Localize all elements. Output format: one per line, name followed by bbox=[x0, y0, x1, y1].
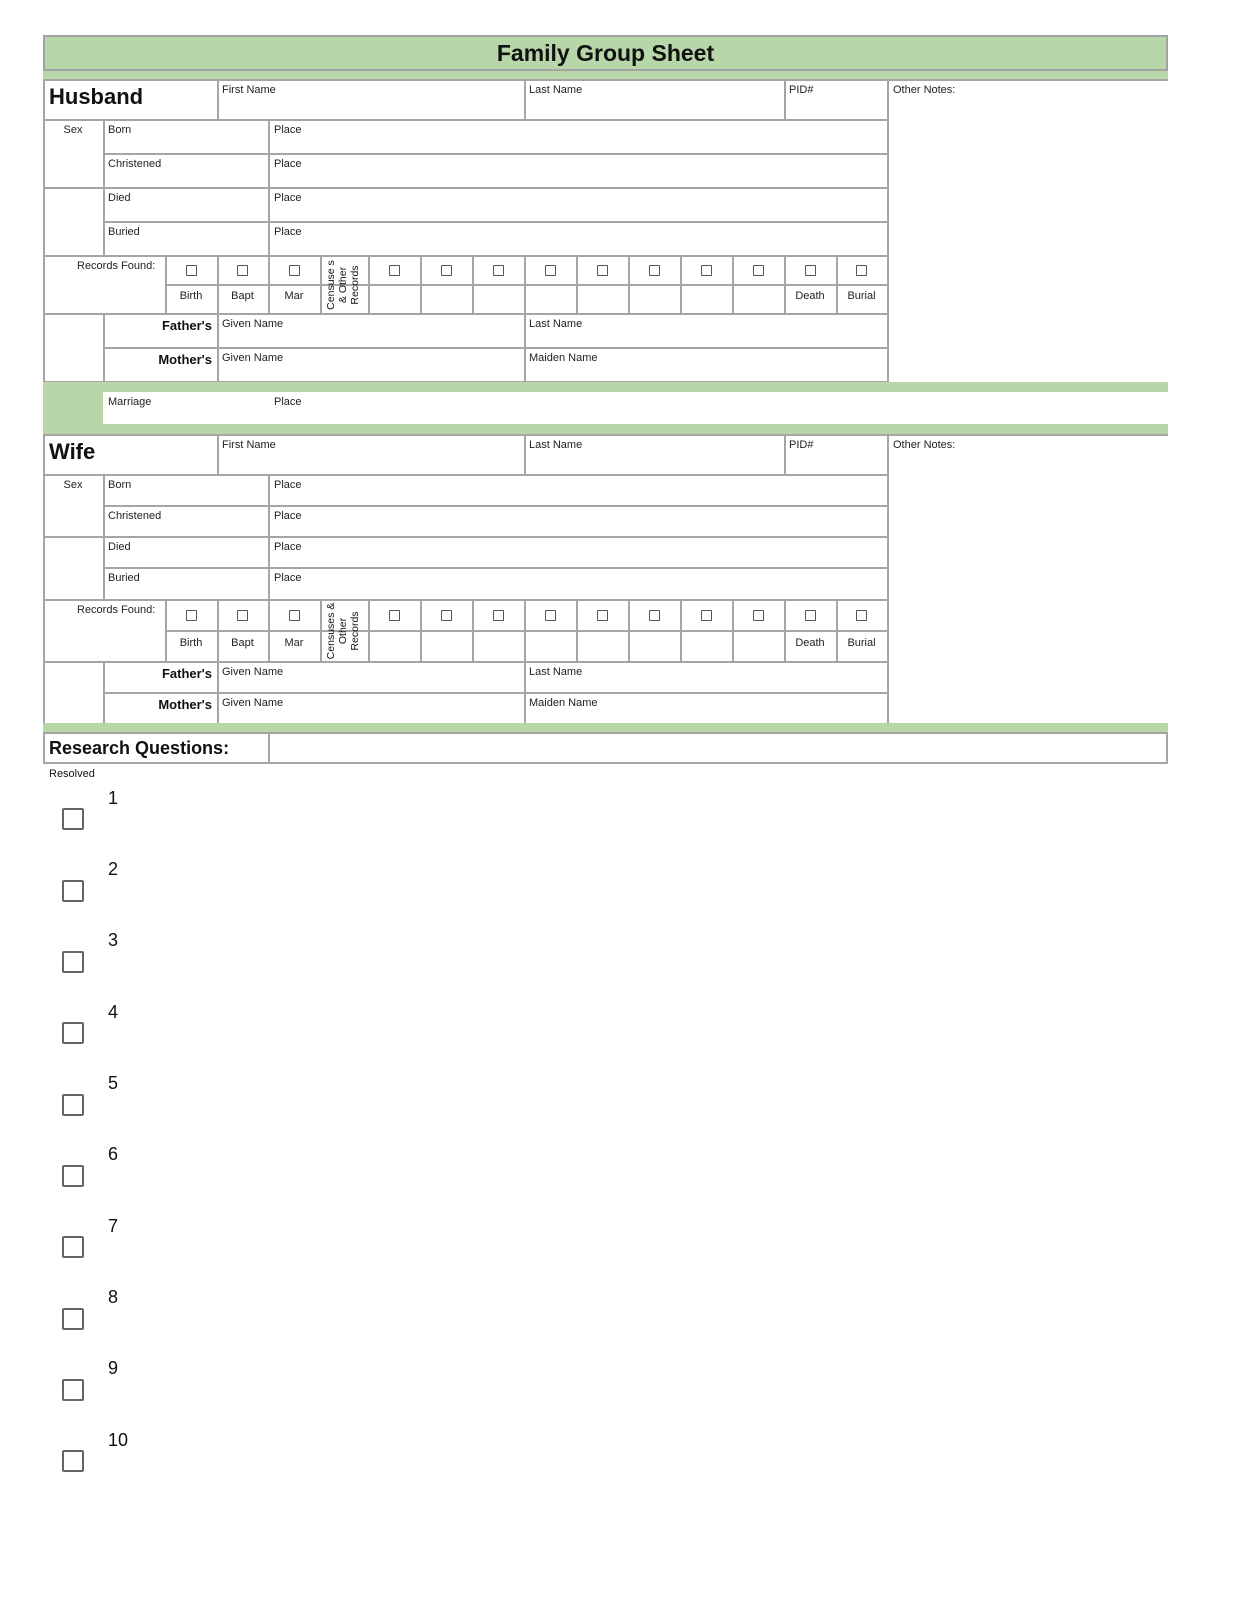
question-number: 10 bbox=[108, 1430, 129, 1450]
wife-burial-label: Burial bbox=[847, 637, 876, 649]
husband-record-checkbox[interactable] bbox=[649, 265, 660, 276]
husband-birth-checkbox[interactable] bbox=[186, 265, 197, 276]
husband-mar-checkbox[interactable] bbox=[289, 265, 300, 276]
wife-records-found-label: Records Found: bbox=[77, 604, 156, 616]
question-number: 8 bbox=[108, 1287, 119, 1307]
wife-record-checkbox[interactable] bbox=[545, 610, 556, 621]
husband-heading: Husband bbox=[49, 84, 144, 109]
marriage-field[interactable]: Marriage bbox=[108, 396, 152, 408]
husband-record-checkbox[interactable] bbox=[493, 265, 504, 276]
wife-record-checkbox[interactable] bbox=[649, 610, 660, 621]
wife-died-field[interactable]: Died bbox=[108, 541, 131, 553]
wife-mar-checkbox[interactable] bbox=[289, 610, 300, 621]
wife-birth-checkbox[interactable] bbox=[186, 610, 197, 621]
resolved-checkbox[interactable] bbox=[62, 1094, 84, 1116]
husband-other-notes-field[interactable]: Other Notes: bbox=[893, 84, 956, 96]
wife-sex-field[interactable]: Sex bbox=[63, 479, 83, 491]
divider-strip bbox=[43, 71, 1168, 79]
wife-buried-place-field[interactable]: Place bbox=[274, 572, 302, 584]
husband-died-place-field[interactable]: Place bbox=[274, 192, 302, 204]
husband-death-label: Death bbox=[795, 290, 825, 302]
wife-record-checkbox[interactable] bbox=[493, 610, 504, 621]
husband-born-field[interactable]: Born bbox=[108, 124, 132, 136]
husband-died-field[interactable]: Died bbox=[108, 192, 131, 204]
wife-record-checkbox[interactable] bbox=[597, 610, 608, 621]
husband-father-last-name-field[interactable]: Last Name bbox=[529, 318, 583, 330]
sheet-title-bar bbox=[43, 35, 1168, 71]
wife-death-label: Death bbox=[795, 637, 825, 649]
wife-mother-given-name-field[interactable]: Given Name bbox=[222, 697, 284, 709]
husband-record-checkbox[interactable] bbox=[389, 265, 400, 276]
marriage-place-field[interactable]: Place bbox=[274, 396, 302, 408]
wife-record-checkbox[interactable] bbox=[701, 610, 712, 621]
wife-father-last-name-field[interactable]: Last Name bbox=[529, 666, 583, 678]
husband-christened-field[interactable]: Christened bbox=[108, 158, 162, 170]
husband-first-name-field[interactable]: First Name bbox=[222, 84, 276, 96]
husband-father-given-name-field[interactable]: Given Name bbox=[222, 318, 284, 330]
husband-records-found-label: Records Found: bbox=[77, 260, 156, 272]
husband-born-place-field[interactable]: Place bbox=[274, 124, 302, 136]
husband-sex-field[interactable]: Sex bbox=[63, 124, 83, 136]
husband-record-checkbox[interactable] bbox=[753, 265, 764, 276]
wife-mothers-label: Mother's bbox=[158, 697, 212, 712]
resolved-checkbox[interactable] bbox=[62, 880, 84, 902]
wife-death-checkbox[interactable] bbox=[805, 610, 816, 621]
wife-record-checkbox[interactable] bbox=[389, 610, 400, 621]
husband-birth-label: Birth bbox=[179, 290, 203, 302]
resolved-checkbox[interactable] bbox=[62, 1308, 84, 1330]
wife-mother-maiden-name-field[interactable]: Maiden Name bbox=[529, 697, 598, 709]
question-number: 6 bbox=[108, 1144, 119, 1164]
husband-burial-label: Burial bbox=[847, 290, 876, 302]
husband-pid-field[interactable]: PID# bbox=[789, 84, 814, 96]
husband-last-name-field[interactable]: Last Name bbox=[529, 84, 583, 96]
resolved-checkbox[interactable] bbox=[62, 808, 84, 830]
husband-record-checkbox[interactable] bbox=[597, 265, 608, 276]
resolved-label: Resolved bbox=[49, 768, 95, 780]
wife-father-given-name-field[interactable]: Given Name bbox=[222, 666, 284, 678]
husband-buried-place-field[interactable]: Place bbox=[274, 226, 302, 238]
sheet-title: Family Group Sheet bbox=[496, 39, 715, 66]
husband-christened-place-field[interactable]: Place bbox=[274, 158, 302, 170]
husband-fathers-label: Father's bbox=[161, 318, 212, 333]
wife-bapt-checkbox[interactable] bbox=[237, 610, 248, 621]
research-divider-strip bbox=[43, 723, 1168, 732]
resolved-checkbox[interactable] bbox=[62, 1236, 84, 1258]
husband-record-checkbox[interactable] bbox=[545, 265, 556, 276]
husband-mar-label: Mar bbox=[284, 290, 304, 302]
resolved-checkbox[interactable] bbox=[62, 951, 84, 973]
question-number: 4 bbox=[108, 1002, 119, 1022]
question-number: 9 bbox=[108, 1358, 119, 1378]
husband-buried-field[interactable]: Buried bbox=[108, 226, 140, 238]
wife-last-name-field[interactable]: Last Name bbox=[529, 439, 583, 451]
husband-record-checkbox[interactable] bbox=[441, 265, 452, 276]
husband-mother-maiden-name-field[interactable]: Maiden Name bbox=[529, 352, 598, 364]
husband-record-checkbox[interactable] bbox=[701, 265, 712, 276]
husband-death-checkbox[interactable] bbox=[805, 265, 816, 276]
question-number: 7 bbox=[108, 1216, 119, 1236]
wife-died-place-field[interactable]: Place bbox=[274, 541, 302, 553]
wife-first-name-field[interactable]: First Name bbox=[222, 439, 276, 451]
resolved-checkbox[interactable] bbox=[62, 1165, 84, 1187]
wife-record-checkbox[interactable] bbox=[441, 610, 452, 621]
wife-birth-label: Birth bbox=[179, 637, 203, 649]
wife-born-place-field[interactable]: Place bbox=[274, 479, 302, 491]
wife-censuses-label: Censuses & Other Records bbox=[325, 602, 361, 660]
husband-burial-checkbox[interactable] bbox=[856, 265, 867, 276]
wife-born-field[interactable]: Born bbox=[108, 479, 132, 491]
resolved-checkbox[interactable] bbox=[62, 1022, 84, 1044]
husband-mother-given-name-field[interactable]: Given Name bbox=[222, 352, 284, 364]
wife-buried-field[interactable]: Buried bbox=[108, 572, 140, 584]
research-heading-field[interactable] bbox=[270, 734, 1166, 762]
wife-other-notes-field[interactable]: Other Notes: bbox=[893, 439, 956, 451]
wife-bapt-label: Bapt bbox=[231, 637, 254, 649]
wife-record-checkbox[interactable] bbox=[753, 610, 764, 621]
wife-heading: Wife bbox=[49, 439, 96, 464]
husband-mothers-label: Mother's bbox=[158, 352, 212, 367]
wife-burial-checkbox[interactable] bbox=[856, 610, 867, 621]
question-number: 5 bbox=[108, 1073, 119, 1093]
wife-christened-place-field[interactable]: Place bbox=[274, 510, 302, 522]
resolved-checkbox[interactable] bbox=[62, 1379, 84, 1401]
husband-bapt-label: Bapt bbox=[231, 290, 254, 302]
resolved-checkbox[interactable] bbox=[62, 1450, 84, 1472]
wife-christened-field[interactable]: Christened bbox=[108, 510, 162, 522]
research-heading: Research Questions: bbox=[49, 738, 230, 758]
wife-pid-field[interactable]: PID# bbox=[789, 439, 814, 451]
wife-fathers-label: Father's bbox=[161, 666, 212, 681]
wife-mar-label: Mar bbox=[284, 637, 304, 649]
question-number: 2 bbox=[108, 859, 119, 879]
husband-censuses-label: Censuse s & Other Records bbox=[325, 260, 361, 310]
question-number: 1 bbox=[108, 788, 119, 808]
question-number: 3 bbox=[108, 930, 119, 950]
husband-bapt-checkbox[interactable] bbox=[237, 265, 248, 276]
